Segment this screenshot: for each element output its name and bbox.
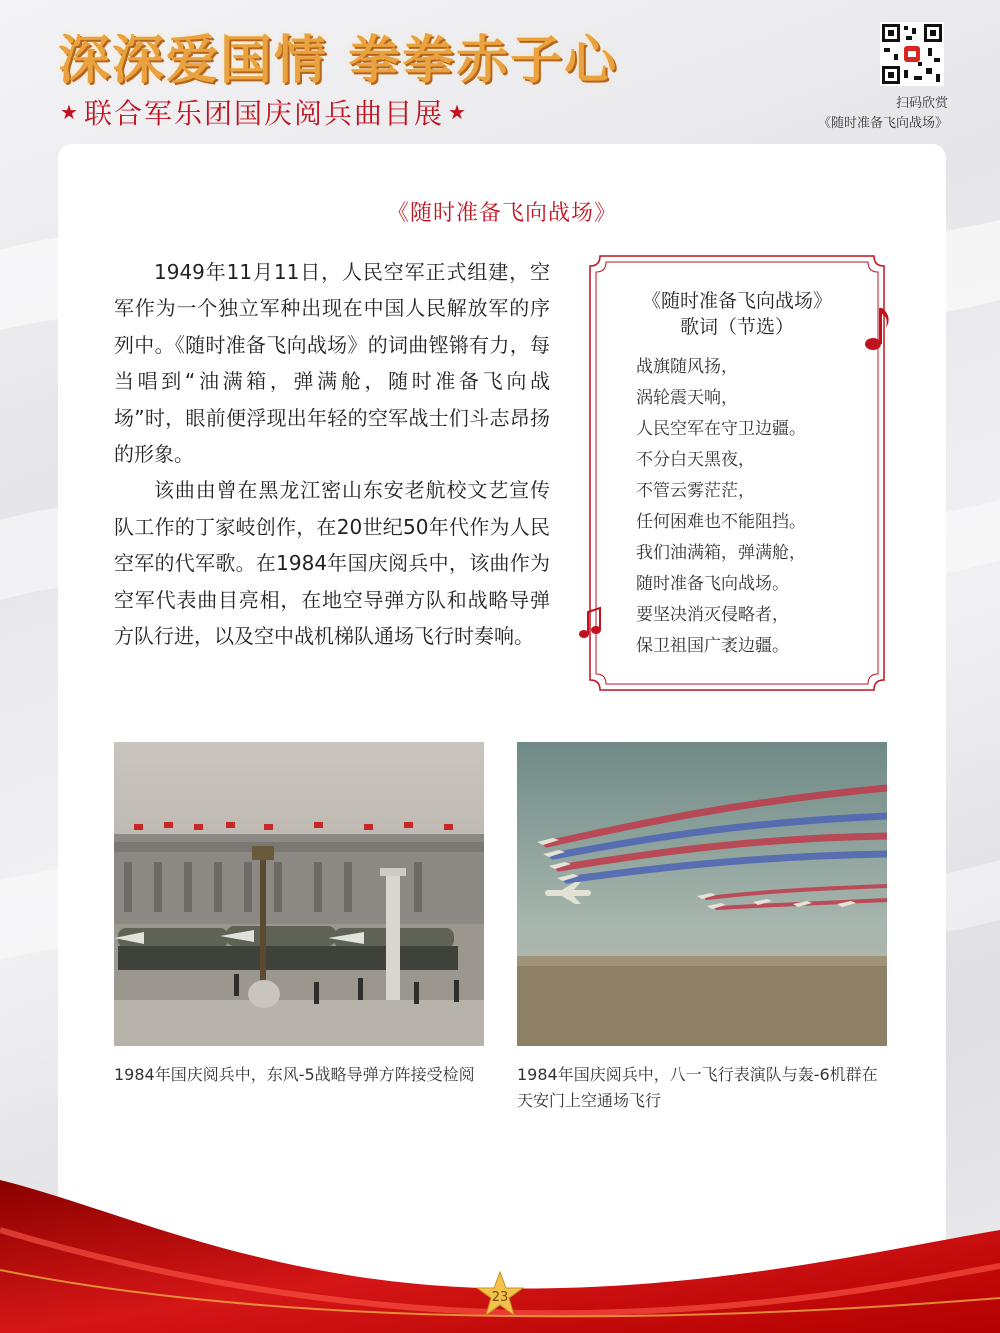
flyover-photo [517,742,887,1046]
star-icon: ★ [447,100,468,124]
subtitle-text: 联合军乐团国庆阅兵曲目展 [83,97,444,130]
photo-caption: 1984年国庆阅兵中，东风-5战略导弹方阵接受检阅 [114,1065,475,1084]
qr-label-line1: 扫码欣赏 [895,96,948,111]
lyric-line: 要坚决消灭侵略者， [636,605,789,625]
lyrics-lines [636,352,866,662]
lyrics-box [588,254,886,692]
music-note-icon [578,606,602,640]
lyric-line: 保卫祖国广袤边疆。 [636,636,789,656]
star-icon: ★ [60,100,80,124]
lyric-line: 涡轮震天响， [636,388,738,408]
lyrics-title: 《随时准备飞向战场》 [641,290,832,312]
lyric-line: 战旗随风扬， [636,357,738,377]
page-subtitle [56,92,472,132]
content-card [58,144,946,1314]
lyrics-heading [588,288,886,340]
page-headline: 深深爱国情 拳拳赤子心 [58,31,619,91]
parade-photo [114,742,484,1046]
lyric-line: 任何困难也不能阻挡。 [636,512,806,532]
qr-code-icon[interactable] [880,22,944,86]
qr-label-line2: 《随时准备飞向战场》 [817,116,948,131]
lyric-line: 我们油满箱，弹满舱， [636,543,806,563]
music-note-icon [864,302,892,352]
lyric-line: 人民空军在守卫边疆。 [636,419,806,439]
lyrics-subtitle: 歌词（节选） [679,316,794,338]
article-paragraph: 1949年11月11日，人民空军正式组建，空军作为一个独立军种出现在中国人民解放军的序列中。《随时准备飞向战场》的词曲铿锵有力，每当唱到“油满箱，弹满舱，随时准备飞向战场”时，眼前便浮现出年轻的空军战士们斗志昂扬的形象。 [114,260,550,467]
article-paragraph: 该曲由曾在黑龙江密山东安老航校文艺宣传队工作的丁家岐创作，在20世纪50年代作为人民空军的代军歌。在1984年国庆阅兵中，该曲作为空军代表曲目亮相，在地空导弹方队和战略导弹方队行进，以及空中战机梯队通场飞行时奏响。 [114,478,550,649]
page-number: 23 [491,1290,509,1305]
lyric-line: 不分白天黑夜， [636,450,755,470]
qr-label [818,94,948,134]
article-title: 《随时准备飞向战场》 [386,201,617,226]
lyric-line: 不管云雾茫茫， [636,481,755,501]
photo-caption: 1984年国庆阅兵中，八一飞行表演队与轰-6机群在天安门上空通场飞行 [517,1065,878,1110]
lyric-line: 随时准备飞向战场。 [636,574,789,594]
article-body [114,254,550,654]
